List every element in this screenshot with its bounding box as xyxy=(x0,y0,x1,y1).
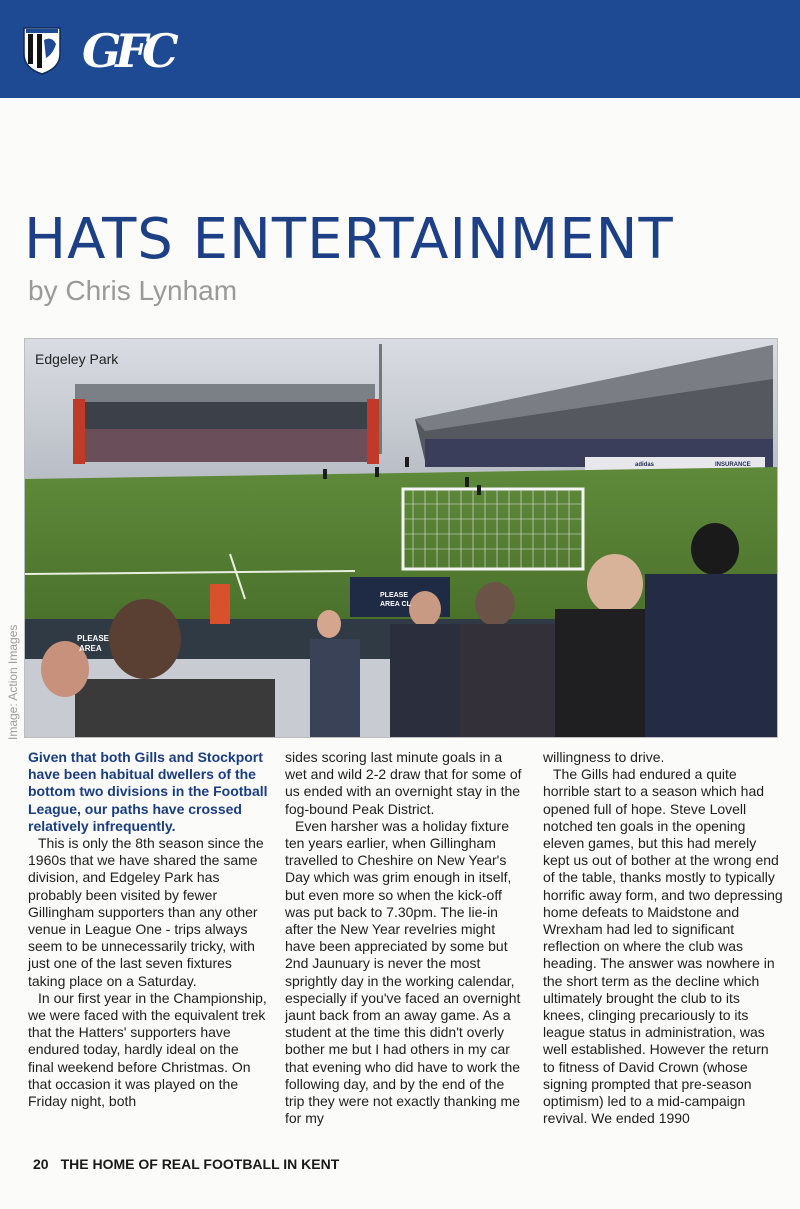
page-footer xyxy=(33,1155,339,1173)
footer-tagline: THE HOME OF REAL FOOTBALL IN KENT xyxy=(60,1156,340,1172)
club-monogram xyxy=(82,26,173,76)
article-paragraph: sides scoring last minute goals in a wet and wild 2-2 draw that for some of us ended with an overnight stay in the fog-bound Peak District. xyxy=(285,749,522,817)
stadium-photo-illustration xyxy=(25,339,777,737)
photo-caption: Edgeley Park xyxy=(35,351,119,367)
photo-sign-text-1: PLEASE xyxy=(77,634,110,643)
article-paragraph: The Gills had endured a quite horrible start to a season which had opened full of hope. Steve Lovell notched ten goals in the opening eleven games, but this had merely kept us out of bother at the wrong end of the table, thanks mostly to typically horrific away form, and two depressing home defeats to Maidstone and Wrexham had led to significant reflection on where the club was heading. The answer was nowhere in the short term as the decline which ultimately brought the club to its knees, clinging precariously to its league status in administration, was well established. However the return to fitness of David Crown (whose signing prompted that pre-season optimism) led to a mid-campaign revival. We ended 1990 xyxy=(543,766,783,1127)
stadium-photo xyxy=(24,338,778,738)
gillingham-crest-icon xyxy=(22,26,62,76)
photo-sign-text-2: AREA xyxy=(79,644,102,653)
photo-credit: Image: Action Images xyxy=(6,624,20,740)
article-lede: Given that both Gills and Stockport have been habitual dwellers of the bottom two divisions in the Football League, our paths have crossed relatively infrequently. xyxy=(28,749,268,834)
article-paragraph: willingness to drive. xyxy=(543,749,665,765)
article-paragraph: Even harsher was a holiday fixture ten years earlier, when Gillingham travelled to Cheshire on New Year's Day which was grim enough in itself, but even more so when the kick-off was put back to 7.30pm. The lie-in after the New Year revelries might have been appreciated by some but 2nd Jaunuary is never the most sprightly day in the working calendar, especially if you've faced an overnight jaunt back from an away game. As a student at the time this didn't overly bother me but I had others in my car that evening who did have to work the following day, and by the end of the trip they were not exactly thanking me for my xyxy=(285,817,521,1127)
photo-sponsor-text: adidas xyxy=(635,462,655,468)
article-column-2 xyxy=(285,749,525,1127)
article-column-3 xyxy=(543,749,783,1127)
photo-sign-text-4: AREA CL xyxy=(380,601,411,608)
page-number: 20 xyxy=(33,1156,49,1172)
photo-board-text: INSURANCE xyxy=(715,462,751,468)
photo-sign-text-3: PLEASE xyxy=(380,592,409,599)
article-byline: by Chris Lynham xyxy=(28,275,238,306)
header-banner xyxy=(0,0,800,98)
monogram-text: GFC xyxy=(82,24,173,78)
article-headline: HATS ENTERTAINMENT xyxy=(24,207,674,272)
article-paragraph: In our first year in the Championship, we were faced with the equivalent trek that the Hatters' supporters have endured today, hardly ideal on the final weekend before Christmas. On that occasion it was played on the Friday night, both xyxy=(28,989,267,1110)
article-column-1 xyxy=(28,749,268,1110)
article-paragraph: This is only the 8th season since the 1960s that we have shared the same division, and Edgeley Park has probably been visited by fewer Gillingham supporters than any other venue in League One - trips always seem to be unnecessarily tricky, with just one of the last seven fixtures taking place on a Saturday. xyxy=(28,835,264,989)
